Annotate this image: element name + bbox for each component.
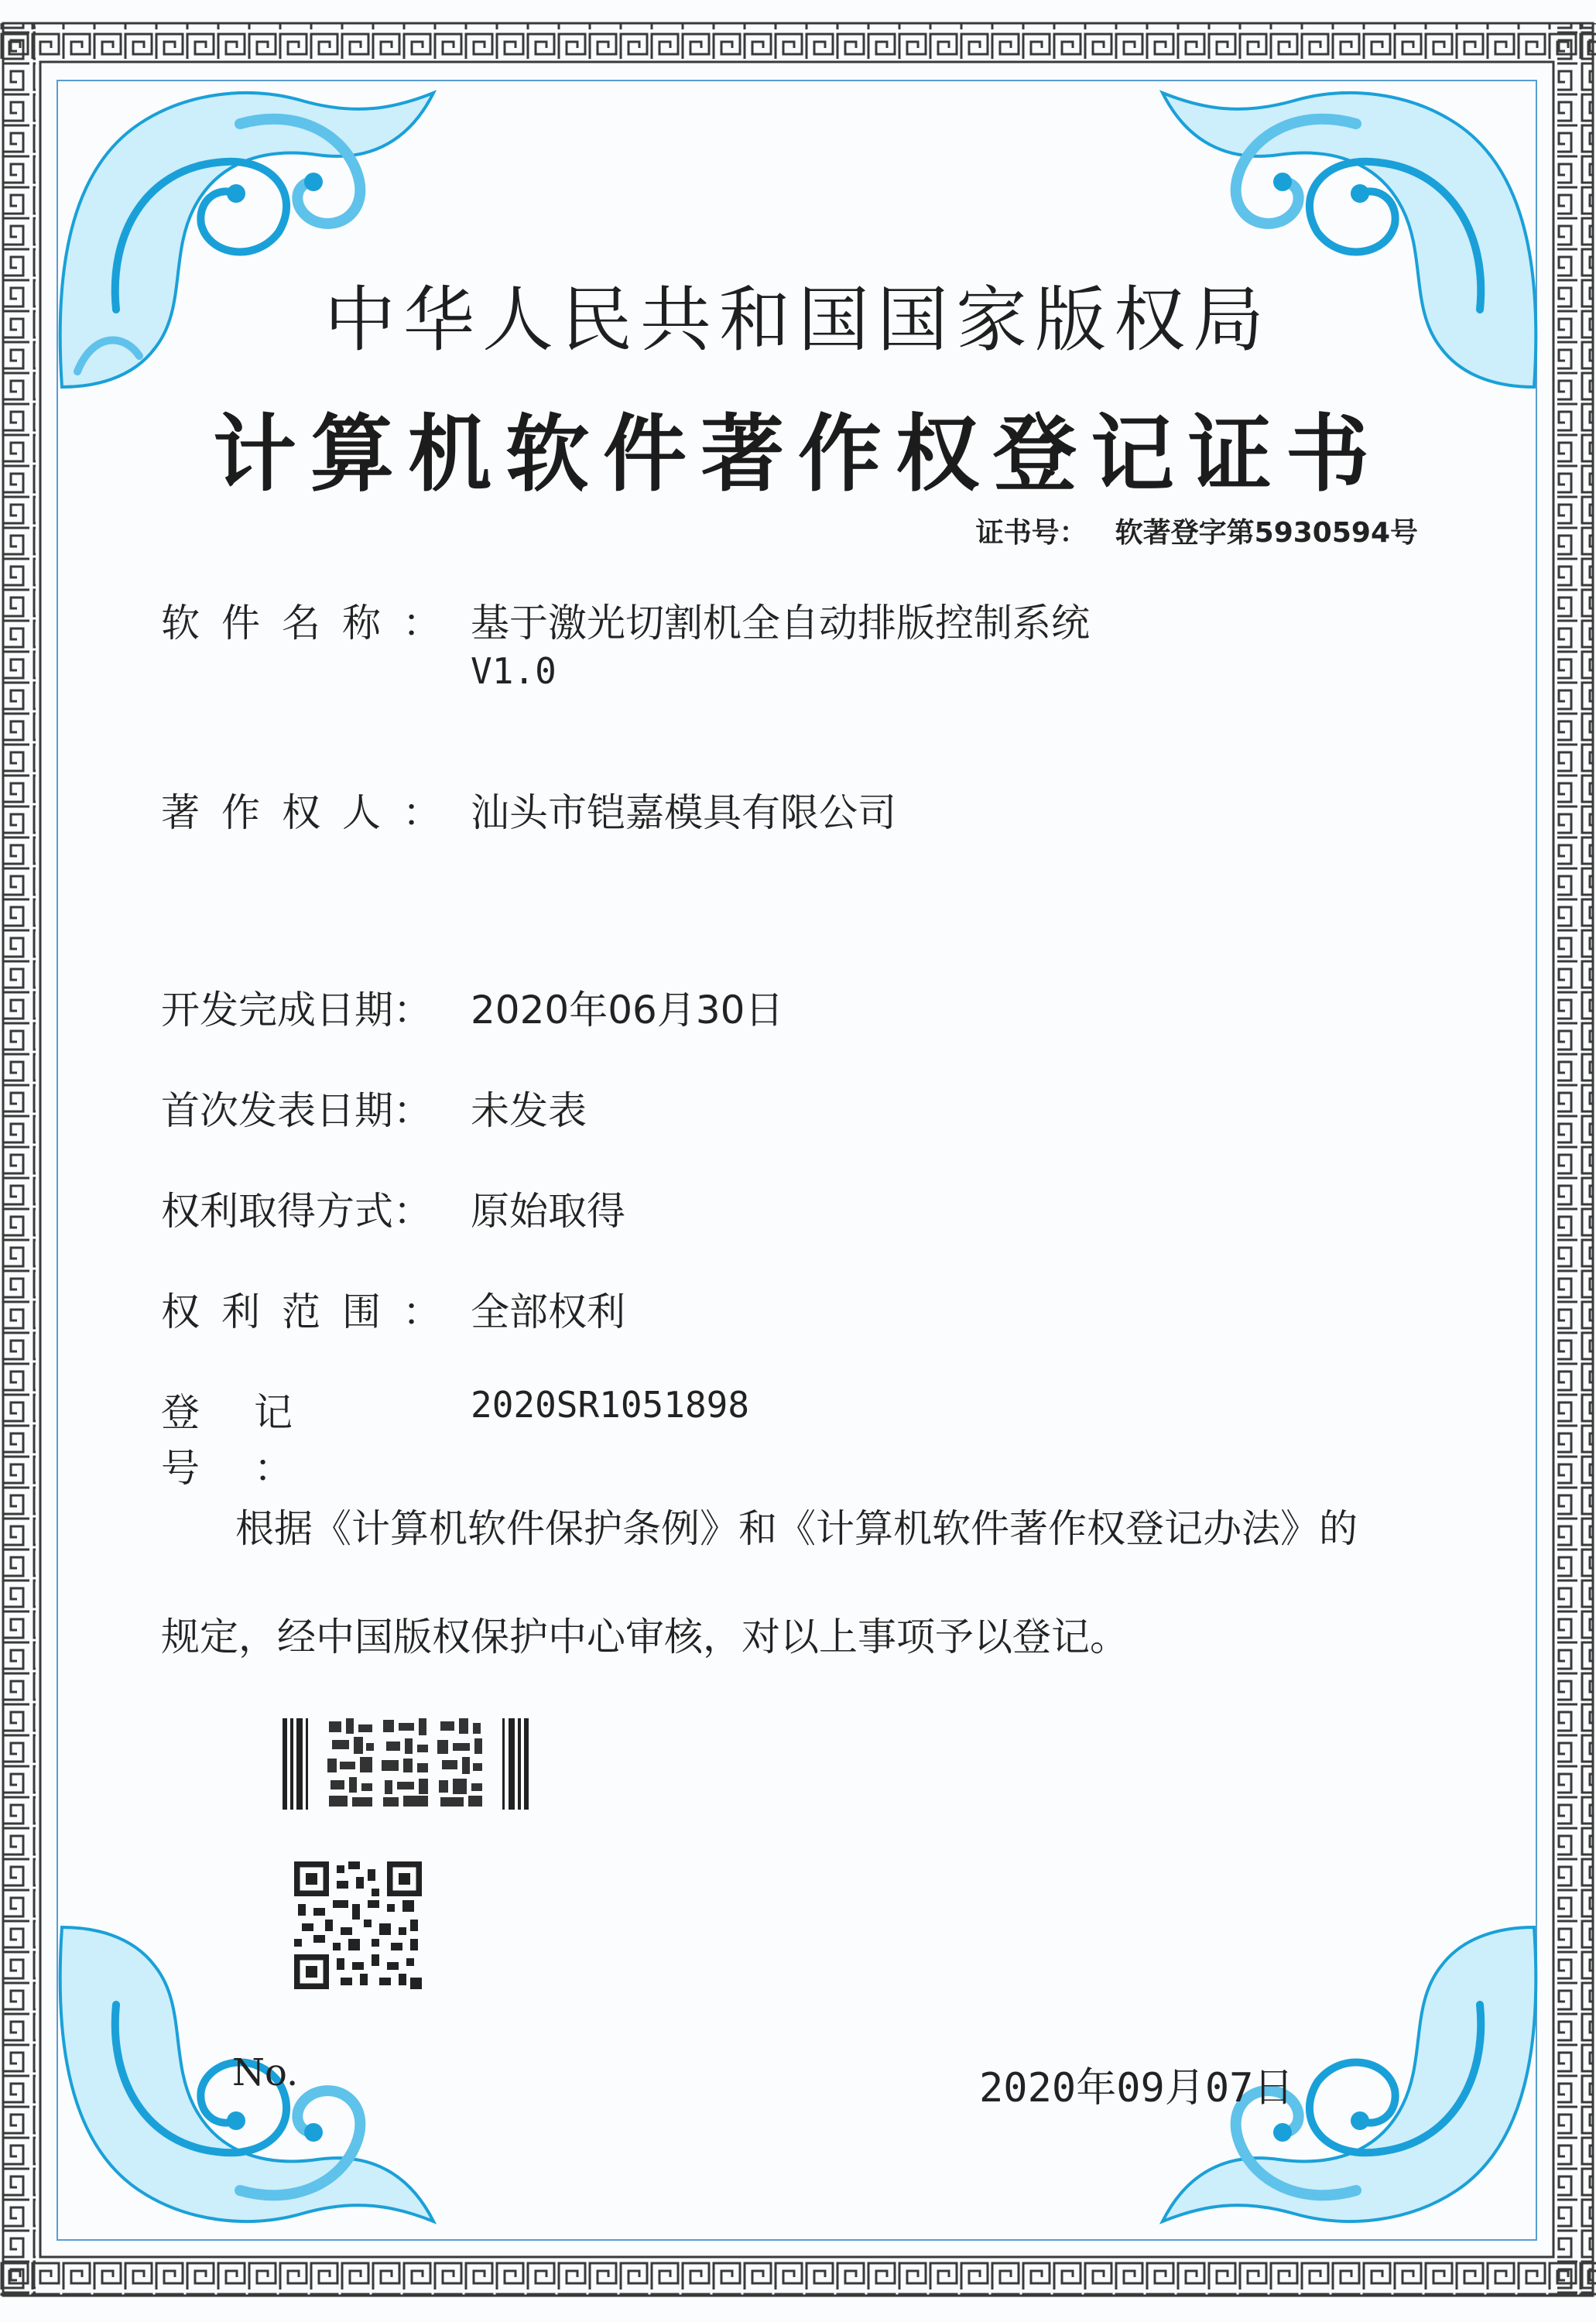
software-name-value: 基于激光切割机全自动排版控制系统 [471,601,1090,646]
completion-date-value: 2020年06月30日 [471,988,784,1033]
field-first-publish-date [161,1080,587,1135]
barcode [283,1718,529,1810]
rights-acquisition-value: 原始取得 [471,1189,625,1234]
certificate-number-label: 证书号： [975,517,1087,549]
registration-statement [161,1474,1461,1691]
field-rights-scope [161,1281,625,1337]
statement-line-2: 规定，经中国版权保护中心审核，对以上事项予以登记。 [161,1615,1129,1659]
completion-date-label: 开发完成日期： [161,988,432,1033]
registration-number-label: 登记号： [161,1390,347,1491]
registration-number-value: 2020SR1051898 [471,1384,750,1426]
first-publish-date-value: 未发表 [471,1088,587,1133]
qr-code[interactable] [294,1861,422,1989]
software-name-value-block [471,592,1090,693]
software-version: V1.0 [471,650,557,692]
copyright-owner-label: 著作权人： [161,790,463,835]
certificate-title: 计算机软件著作权登记证书 [212,406,1383,503]
field-completion-date [161,979,784,1035]
rights-scope-label: 权利范围： [161,1289,463,1334]
first-publish-date-label: 首次发表日期： [161,1088,432,1133]
issue-date: 2020年09月07日 [979,2065,1294,2111]
serial-no-label: No. [232,2051,299,2094]
rights-acquisition-label: 权利取得方式： [161,1189,432,1234]
software-name-label: 软件名称： [161,601,463,646]
certificate-number-value: 软著登字第5930594号 [1115,517,1418,549]
certificate-number [976,511,1418,550]
issuing-authority: 中华人民共和国国家版权局 [324,279,1272,361]
statement-line-1: 根据《计算机软件保护条例》和《计算机软件著作权登记办法》的 [235,1506,1358,1551]
rights-scope-value: 全部权利 [471,1289,625,1334]
registration-number-value-wrap [471,1382,749,1426]
field-rights-acquisition [161,1180,625,1236]
field-copyright-owner [161,782,896,837]
copyright-owner-value: 汕头市铠嘉模具有限公司 [471,790,896,835]
field-software-name [161,592,1090,693]
